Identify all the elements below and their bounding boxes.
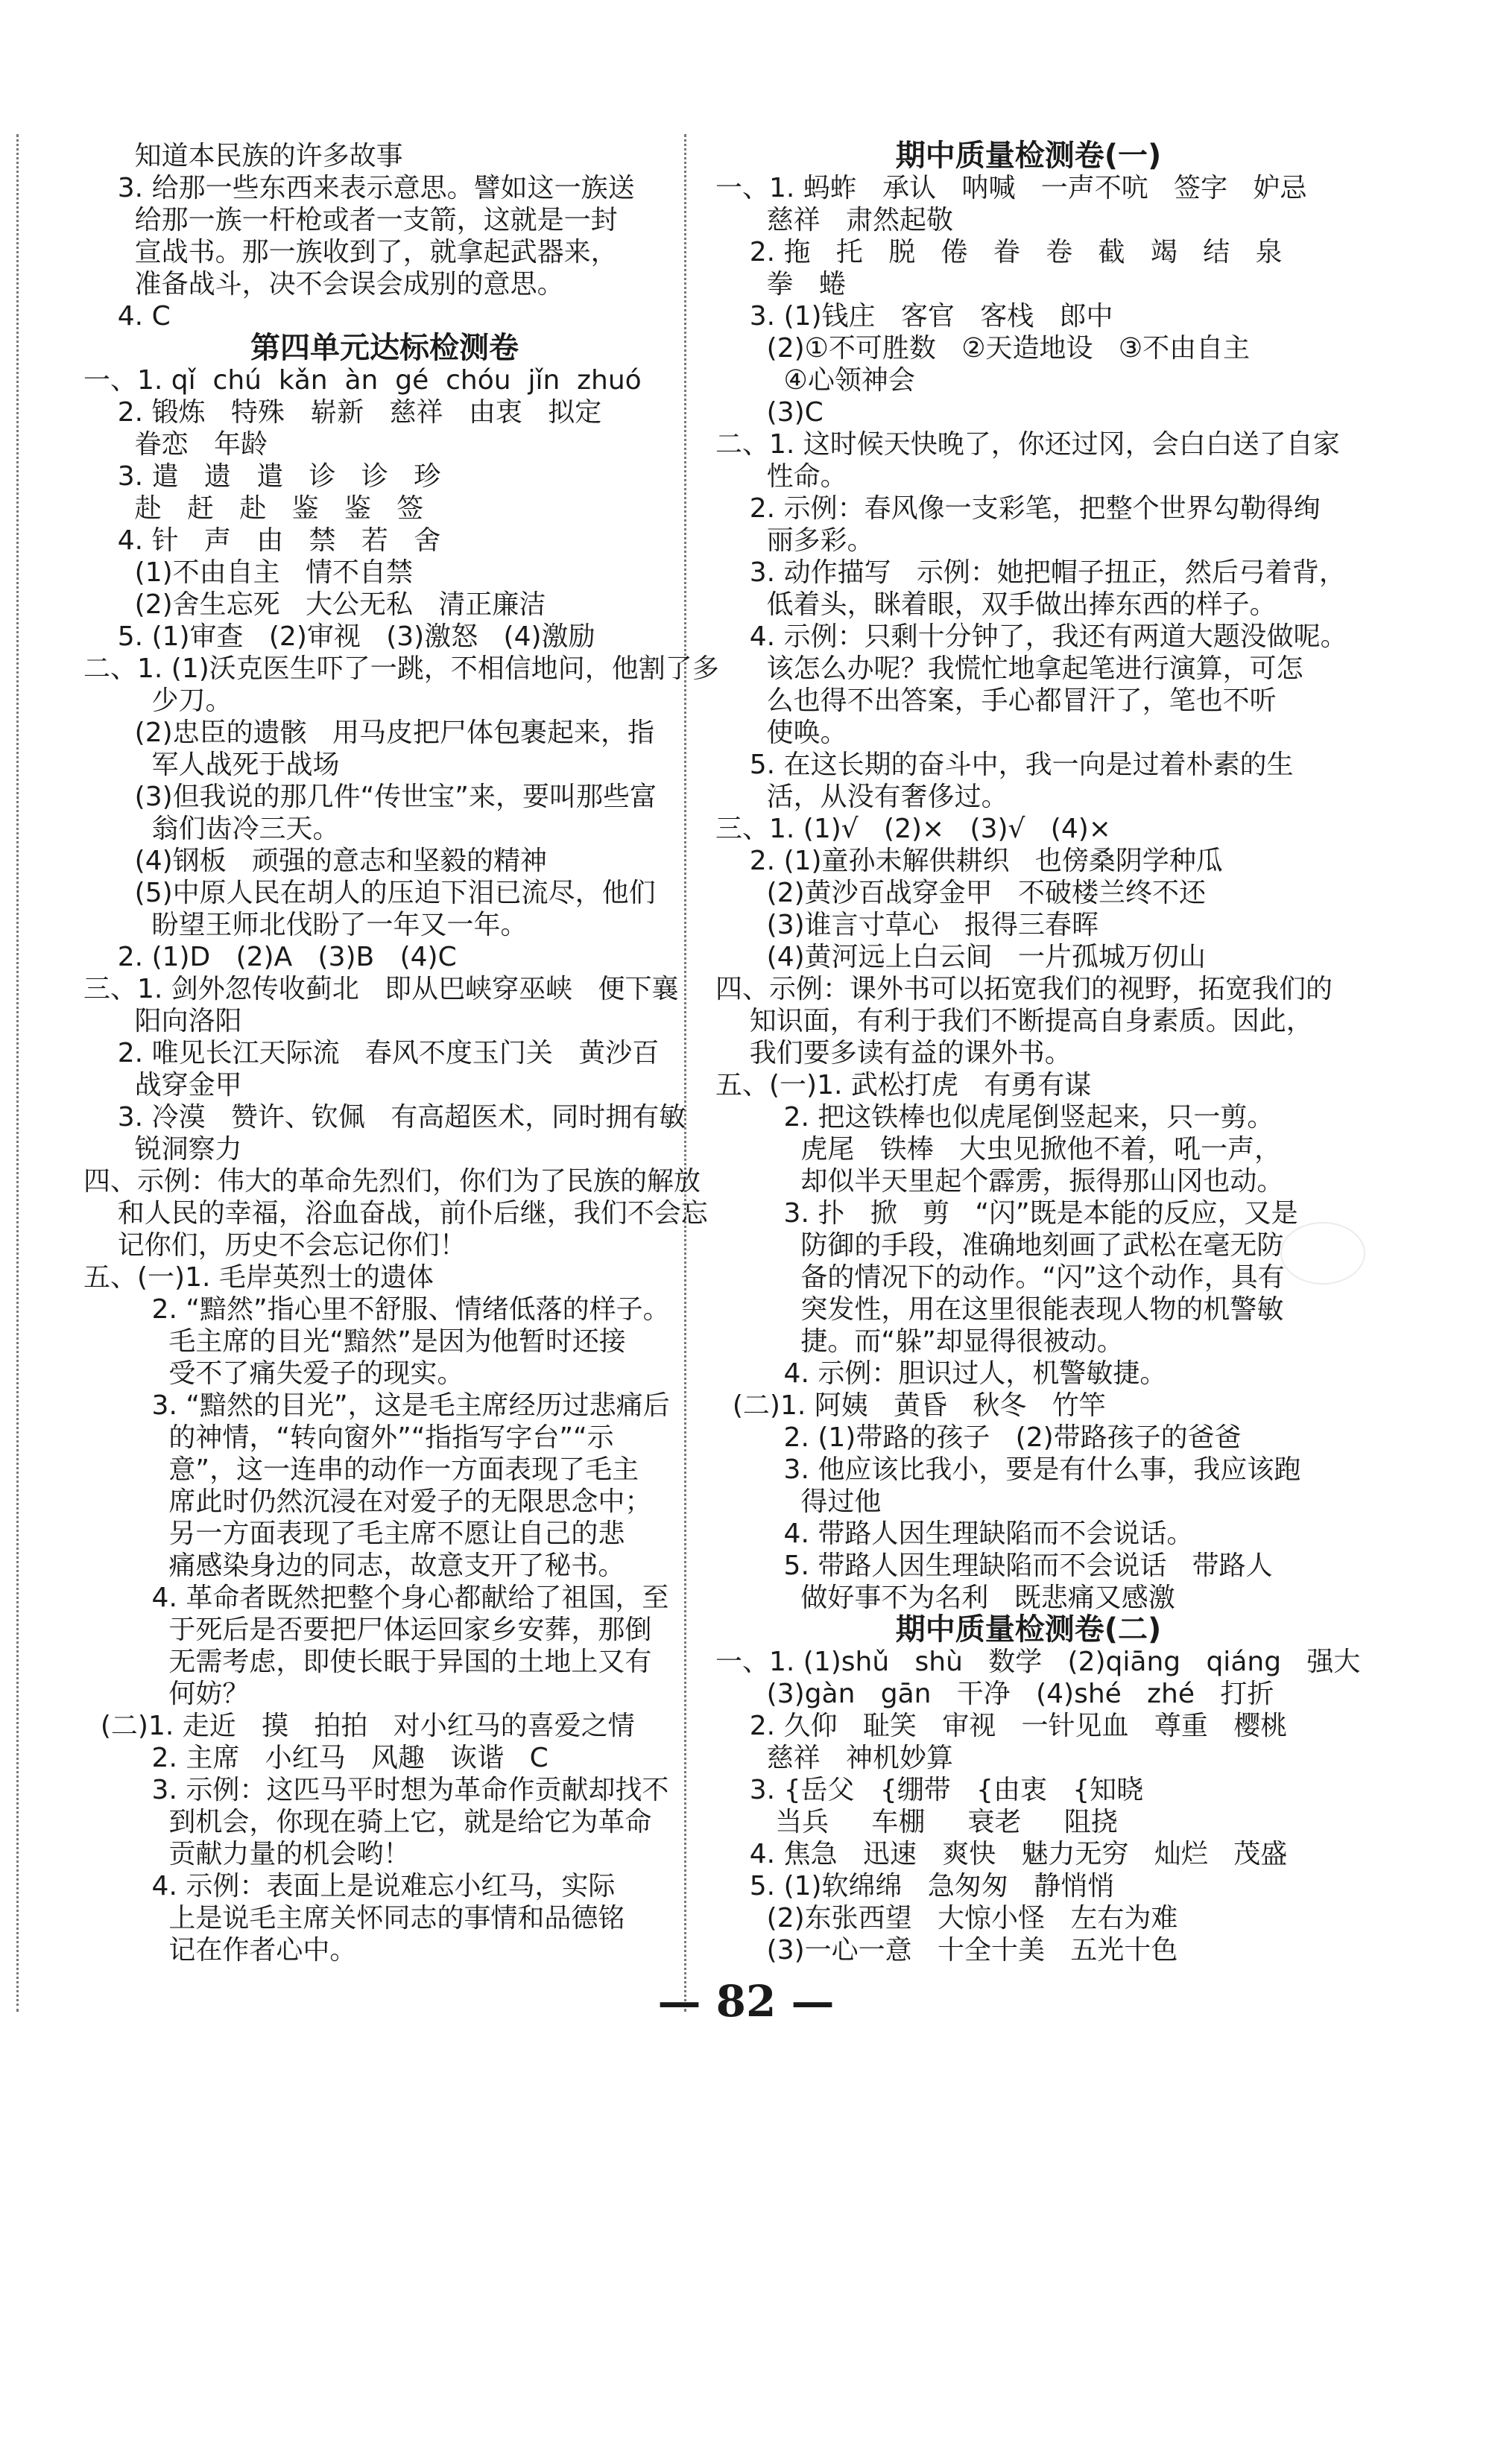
answer-line: 使唤。 <box>715 718 847 748</box>
answer-line: 做好事不为名利 既悲痛又感激 <box>715 1583 1175 1613</box>
answer-line: 却似半天里起个霹雳，振得那山冈也动。 <box>715 1166 1284 1197</box>
answer-line: 2. (1)童孙未解供耕织 也傍桑阴学种瓜 <box>715 846 1223 876</box>
answer-line: 4. 革命者既然把整个身心都献给了祖国，至 <box>83 1583 669 1613</box>
answer-line: 活，从没有奢侈过。 <box>715 782 1008 812</box>
answer-line: 5. 带路人因生理缺陷而不会说话 带路人 <box>715 1551 1273 1581</box>
answer-line: 4. 示例：只剩十分钟了，我还有两道大题没做呢。 <box>715 621 1347 652</box>
answer-line: 宣战书。那一族收到了，就拿起武器来， <box>83 237 618 267</box>
answer-line: 痛感染身边的同志，故意支开了秘书。 <box>83 1551 625 1581</box>
answer-line: 记你们，历史不会忘记你们！ <box>83 1230 467 1261</box>
answer-line: 突发性，用在这里很能表现人物的机警敏 <box>715 1294 1284 1325</box>
answer-line: 5. 在这长期的奋斗中，我一向是过着朴素的生 <box>715 750 1294 780</box>
answer-line: 五、(一)1. 武松打虎 有勇有谋 <box>715 1070 1092 1100</box>
answer-line: 贡献力量的机会哟！ <box>83 1839 411 1869</box>
answer-line: 五、(一)1. 毛岸英烈士的遗体 <box>83 1262 434 1293</box>
answer-line: 无需考虑，即使长眠于异国的土地上又有 <box>83 1647 652 1677</box>
answer-line: (二)1. 阿姨 黄昏 秋冬 竹竿 <box>715 1390 1106 1421</box>
answer-line: 2. 主席 小红马 风趣 诙谐 C <box>83 1743 549 1773</box>
answer-line: (2)忠臣的遗骸 用马皮把尸体包裹起来，指 <box>83 718 654 748</box>
answer-line: 意”，这一连串的动作一方面表现了毛主 <box>83 1454 639 1485</box>
answer-line: 2. 唯见长江天际流 春风不度玉门关 黄沙百 <box>83 1038 660 1068</box>
answer-line: 低着头，眯着眼，双手做出捧东西的样子。 <box>715 589 1277 620</box>
answer-line: (3)gàn gān 干净 (4)shé zhé 打折 <box>715 1679 1274 1709</box>
page-number: — 82 — <box>657 1976 835 2027</box>
answer-line: 得过他 <box>715 1486 882 1517</box>
answer-line: 3. 示例：这匹马平时想为革命作贡献却找不 <box>83 1775 669 1805</box>
answer-line: 拳 蜷 <box>715 269 846 300</box>
answer-line: 知识面，有利于我们不断提高自身素质。因此， <box>715 1006 1313 1036</box>
answer-line: 翁们齿冷三天。 <box>83 814 340 844</box>
answer-line: 阳向洛阳 <box>83 1006 242 1036</box>
answer-line: 于死后是否要把尸体运回家乡安葬，那倒 <box>83 1615 652 1645</box>
faint-stamp-mark <box>1280 1222 1365 1285</box>
answer-line: 备的情况下的动作。“闪”这个动作，具有 <box>715 1262 1285 1293</box>
answer-line: (4)钢板 顽强的意志和坚毅的精神 <box>83 846 547 876</box>
answer-line: (3)但我说的那几件“传世宝”来，要叫那些富 <box>83 782 657 812</box>
answer-line: 3. {岳父 {绷带 {由衷 {知晓 <box>715 1775 1144 1805</box>
answer-line: 3. 动作描写 示例：她把帽子扭正，然后弓着背， <box>715 557 1346 588</box>
answer-line: 给那一族一杆枪或者一支箭，这就是一封 <box>83 205 618 235</box>
answer-line: 准备战斗，决不会误会成别的意思。 <box>83 269 564 300</box>
answer-line: 4. 示例：表面上是说难忘小红马，实际 <box>83 1871 616 1901</box>
answer-line: 眷恋 年龄 <box>83 429 268 460</box>
answer-line: 4. 带路人因生理缺陷而不会说话。 <box>715 1518 1194 1549</box>
answer-line: 捷。而“躲”却显得很被动。 <box>715 1326 1124 1357</box>
answer-line: (2)黄沙百战穿金甲 不破楼兰终不还 <box>715 878 1206 908</box>
answer-line: (1)不由自主 情不自禁 <box>83 557 413 588</box>
answer-line: 2. 久仰 耻笑 审视 一针见血 尊重 樱桃 <box>715 1711 1288 1741</box>
answer-line: 何妨？ <box>83 1679 250 1709</box>
answer-line: 知道本民族的许多故事 <box>83 141 403 171</box>
answer-line: 和人民的幸福，浴血奋战，前仆后继，我们不会忘 <box>83 1198 708 1229</box>
answer-line: 毛主席的目光“黯然”是因为他暂时还接 <box>83 1326 626 1357</box>
answer-line: 三、1. 剑外忽传收蓟北 即从巴峡穿巫峡 便下襄 <box>83 974 679 1004</box>
answer-line: 5. (1)软绵绵 急匆匆 静悄悄 <box>715 1871 1115 1901</box>
answer-line: 慈祥 肃然起敬 <box>715 205 953 235</box>
answer-line: 另一方面表现了毛主席不愿让自己的悲 <box>83 1518 625 1549</box>
section-title: 期中质量检测卷(二) <box>895 1612 1162 1647</box>
answer-line: 到机会，你现在骑上它，就是给它为革命 <box>83 1807 652 1837</box>
answer-line: 2. (1)带路的孩子 (2)带路孩子的爸爸 <box>715 1422 1242 1453</box>
answer-line: 席此时仍然沉浸在对爱子的无限思念中； <box>83 1486 652 1517</box>
answer-line: 赴 赶 赴 鉴 鉴 签 <box>83 493 424 524</box>
left-dotted-border <box>16 134 19 2012</box>
answer-line: 2. 锻炼 特殊 崭新 慈祥 由衷 拟定 <box>83 397 602 428</box>
answer-line: 上是说毛主席关怀同志的事情和品德铭 <box>83 1903 625 1933</box>
answer-line: 一、1. 蚂蚱 承认 呐喊 一声不吭 签字 妒忌 <box>715 173 1307 203</box>
answer-line: 虎尾 铁棒 大虫见掀他不着，吼一声， <box>715 1134 1282 1165</box>
answer-line: 二、1. (1)沃克医生吓了一跳，不相信地问，他割了多 <box>83 653 719 684</box>
answer-line: 四、示例：伟大的革命先烈们，你们为了民族的解放 <box>83 1166 701 1197</box>
answer-line: 丽多彩。 <box>715 525 874 556</box>
answer-line: (5)中原人民在胡人的压迫下泪已流尽，他们 <box>83 878 656 908</box>
answer-line: 2. (1)D (2)A (3)B (4)C <box>83 942 457 972</box>
answer-line: (4)黄河远上白云间 一片孤城万仞山 <box>715 942 1206 972</box>
answer-line: (3)一心一意 十全十美 五光十色 <box>715 1935 1178 1966</box>
answer-line: 慈祥 神机妙算 <box>715 1743 953 1773</box>
answer-line: 锐洞察力 <box>83 1134 242 1165</box>
answer-line: 盼望王师北伐盼了一年又一年。 <box>83 910 528 940</box>
answer-line: (二)1. 走近 摸 拍拍 对小红马的喜爱之情 <box>83 1711 635 1741</box>
answer-line: 的神情，“转向窗外”“指指写字台”“示 <box>83 1422 614 1453</box>
answer-line: 2. 拖 托 脱 倦 眷 卷 截 竭 结 泉 <box>715 237 1283 267</box>
answer-line: 记在作者心中。 <box>83 1935 357 1966</box>
answer-line: 4. 针 声 由 禁 若 舍 <box>83 525 441 556</box>
answer-line: 受不了痛失爱子的现实。 <box>83 1358 464 1389</box>
answer-line: (3)谁言寸草心 报得三春晖 <box>715 910 1099 940</box>
answer-line: 3. (1)钱庄 客官 客栈 郎中 <box>715 301 1113 332</box>
answer-line: 四、示例：课外书可以拓宽我们的视野，拓宽我们的 <box>715 974 1333 1004</box>
answer-line: 3. 扑 掀 剪 “闪”既是本能的反应，又是 <box>715 1198 1298 1229</box>
answer-line: 么也得不出答案，手心都冒汗了，笔也不听 <box>715 685 1277 716</box>
answer-line: 3. 给那一些东西来表示意思。譬如这一族送 <box>83 173 635 203</box>
answer-line: 当兵 车棚 衰老 阻挠 <box>715 1807 1118 1837</box>
answer-line: 4. 示例：胆识过人，机警敏捷。 <box>715 1358 1167 1389</box>
answer-line: (2)①不可胜数 ②天造地设 ③不由自主 <box>715 333 1251 364</box>
answer-line: 三、1. (1)√ (2)× (3)√ (4)× <box>715 814 1111 844</box>
section-title: 期中质量检测卷(一) <box>895 139 1162 173</box>
answer-line: 一、1. (1)shǔ shù 数学 (2)qiāng qiáng 强大 <box>715 1647 1361 1677</box>
answer-line: 一、1. qǐ chú kǎn àn gé chóu jǐn zhuó <box>83 365 642 396</box>
answer-line: 二、1. 这时候天快晚了，你还过冈，会白白送了自家 <box>715 429 1340 460</box>
answer-line: 3. 冷漠 赞许、钦佩 有高超医术，同时拥有敏 <box>83 1102 686 1133</box>
answer-line: (3)C <box>715 397 824 428</box>
answer-line: 防御的手段，准确地刻画了武松在毫无防 <box>715 1230 1284 1261</box>
answer-line: (2)舍生忘死 大公无私 清正廉洁 <box>83 589 546 620</box>
answer-line: 该怎么办呢？我慌忙地拿起笔进行演算，可怎 <box>715 653 1303 684</box>
answer-line: 战穿金甲 <box>83 1070 242 1100</box>
answer-line: ④心领神会 <box>715 365 915 396</box>
answer-line: 5. (1)审查 (2)审视 (3)激怒 (4)激励 <box>83 621 595 652</box>
answer-line: 2. 示例：春风像一支彩笔，把整个世界勾勒得绚 <box>715 493 1321 524</box>
answer-line: 3. “黯然的目光”，这是毛主席经历过悲痛后 <box>83 1390 670 1421</box>
answer-line: 4. C <box>83 301 171 332</box>
right-column <box>715 139 1361 1966</box>
answer-line: 3. 他应该比我小，要是有什么事，我应该跑 <box>715 1454 1301 1485</box>
answer-line: 军人战死于战场 <box>83 750 340 780</box>
answer-line: (2)东张西望 大惊小怪 左右为难 <box>715 1903 1178 1933</box>
answer-line: 我们要多读有益的课外书。 <box>715 1038 1072 1068</box>
answer-line: 2. “黯然”指心里不舒服、情绪低落的样子。 <box>83 1294 670 1325</box>
left-column <box>83 140 719 1966</box>
answer-line: 3. 遣 遗 遣 诊 诊 珍 <box>83 461 441 492</box>
section-title: 第四单元达标检测卷 <box>250 331 519 365</box>
answer-line: 2. 把这铁棒也似虎尾倒竖起来，只一剪。 <box>715 1102 1274 1133</box>
answer-line: 4. 焦急 迅速 爽快 魅力无穷 灿烂 茂盛 <box>715 1839 1288 1869</box>
answer-line: 少刀。 <box>83 685 233 716</box>
answer-line: 性命。 <box>715 461 847 492</box>
